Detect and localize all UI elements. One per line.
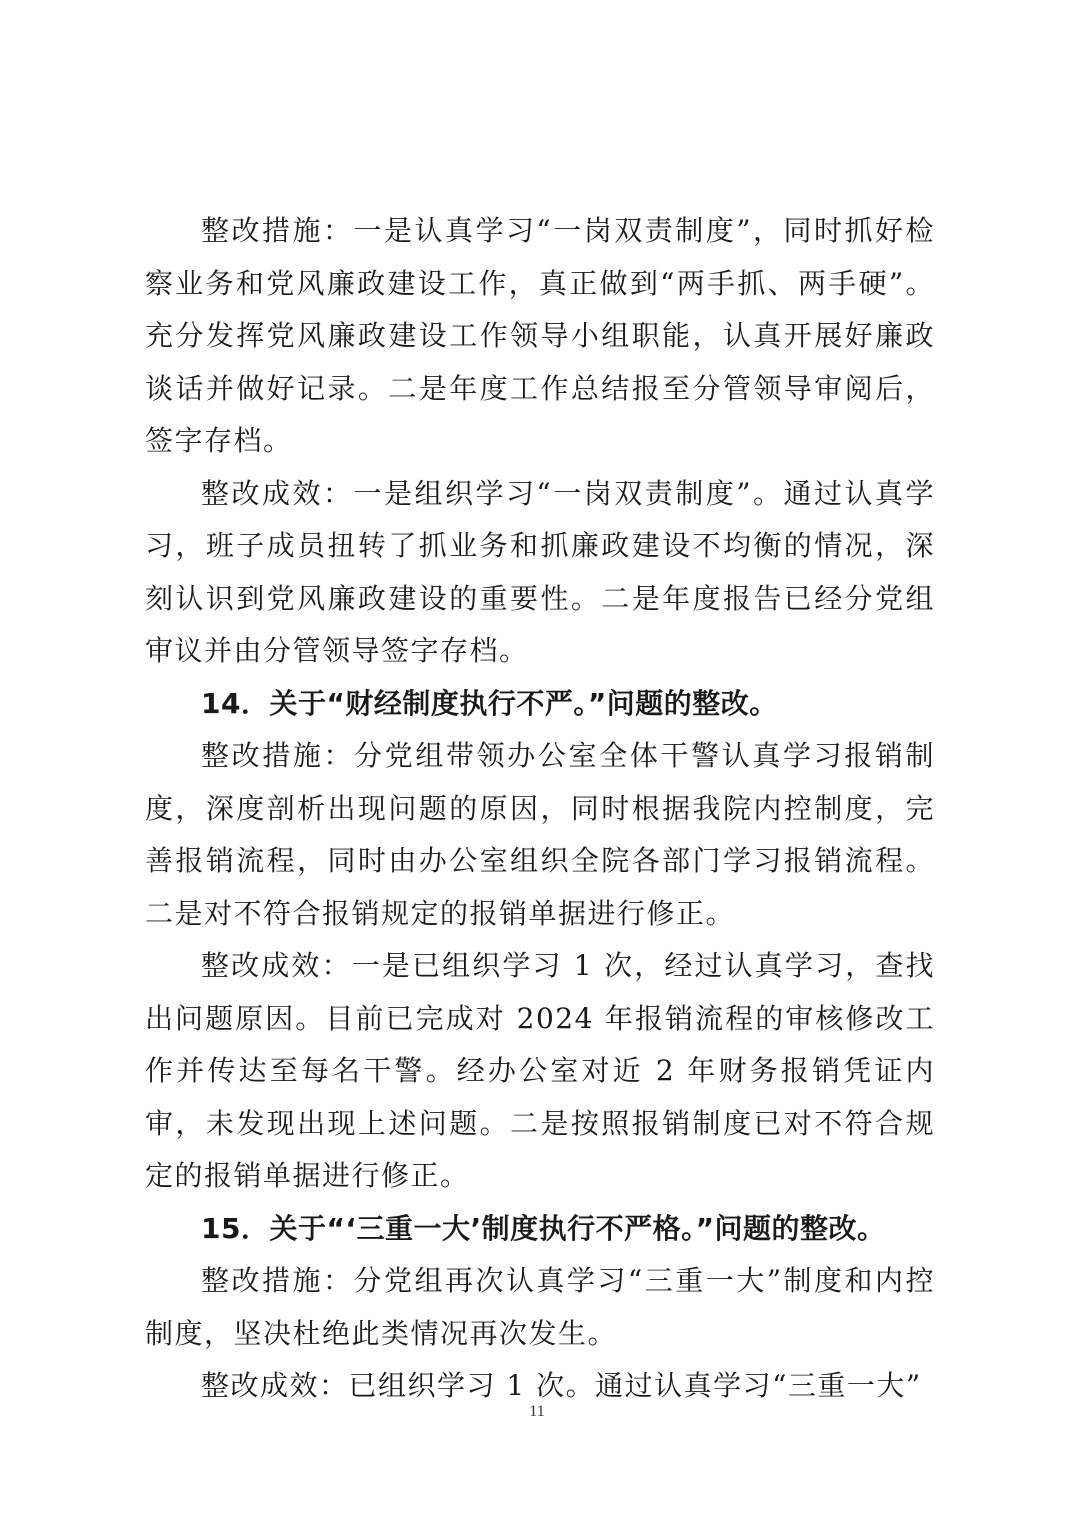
rectification-results-paragraph: 整改成效：一是已组织学习 1 次，经过认真学习，查找出问题原因。目前已完成对 2024 年报销流程的审核修改工作并传达至每名干警。经办公室对近 2 年财务报销凭证内审，未发现出现上述问题。二是按照报销制度已对不符合规定的报销单据进行修正。: [145, 949, 935, 1192]
section-heading-14: 14．关于“财经制度执行不严。”问题的整改。: [201, 686, 778, 720]
rectification-results-paragraph: 整改成效：已组织学习 1 次。通过认真学习“三重一大”: [201, 1369, 922, 1402]
rectification-measures-paragraph: 整改措施：分党组再次认真学习“三重一大”制度和内控制度，坚决杜绝此类情况再次发生。: [145, 1264, 935, 1350]
section-heading-15: 15．关于“‘三重一大’制度执行不严格。”问题的整改。: [201, 1211, 886, 1245]
rectification-measures-paragraph: 整改措施：一是认真学习“一岗双责制度”，同时抓好检察业务和党风廉政建设工作，真正做到“两手抓、两手硬”。充分发挥党风廉政建设工作领导小组职能，认真开展好廉政谈话并做好记录。二是年度工作总结报至分管领导审阅后，签字存档。: [145, 214, 935, 457]
page-number: 11: [529, 1403, 545, 1420]
rectification-results-paragraph: 整改成效：一是组织学习“一岗双责制度”。通过认真学习，班子成员扭转了抓业务和抓廉政建设不均衡的情况，深刻认识到党风廉政建设的重要性。二是年度报告已经分党组审议并由分管领导签字存档。: [145, 476, 935, 667]
document-body: [145, 205, 935, 1413]
rectification-measures-paragraph: 整改措施：分党组带领办公室全体干警认真学习报销制度，深度剖析出现问题的原因，同时根据我院内控制度，完善报销流程，同时由办公室组织全院各部门学习报销流程。二是对不符合报销规定的报销单据进行修正。: [145, 739, 935, 930]
